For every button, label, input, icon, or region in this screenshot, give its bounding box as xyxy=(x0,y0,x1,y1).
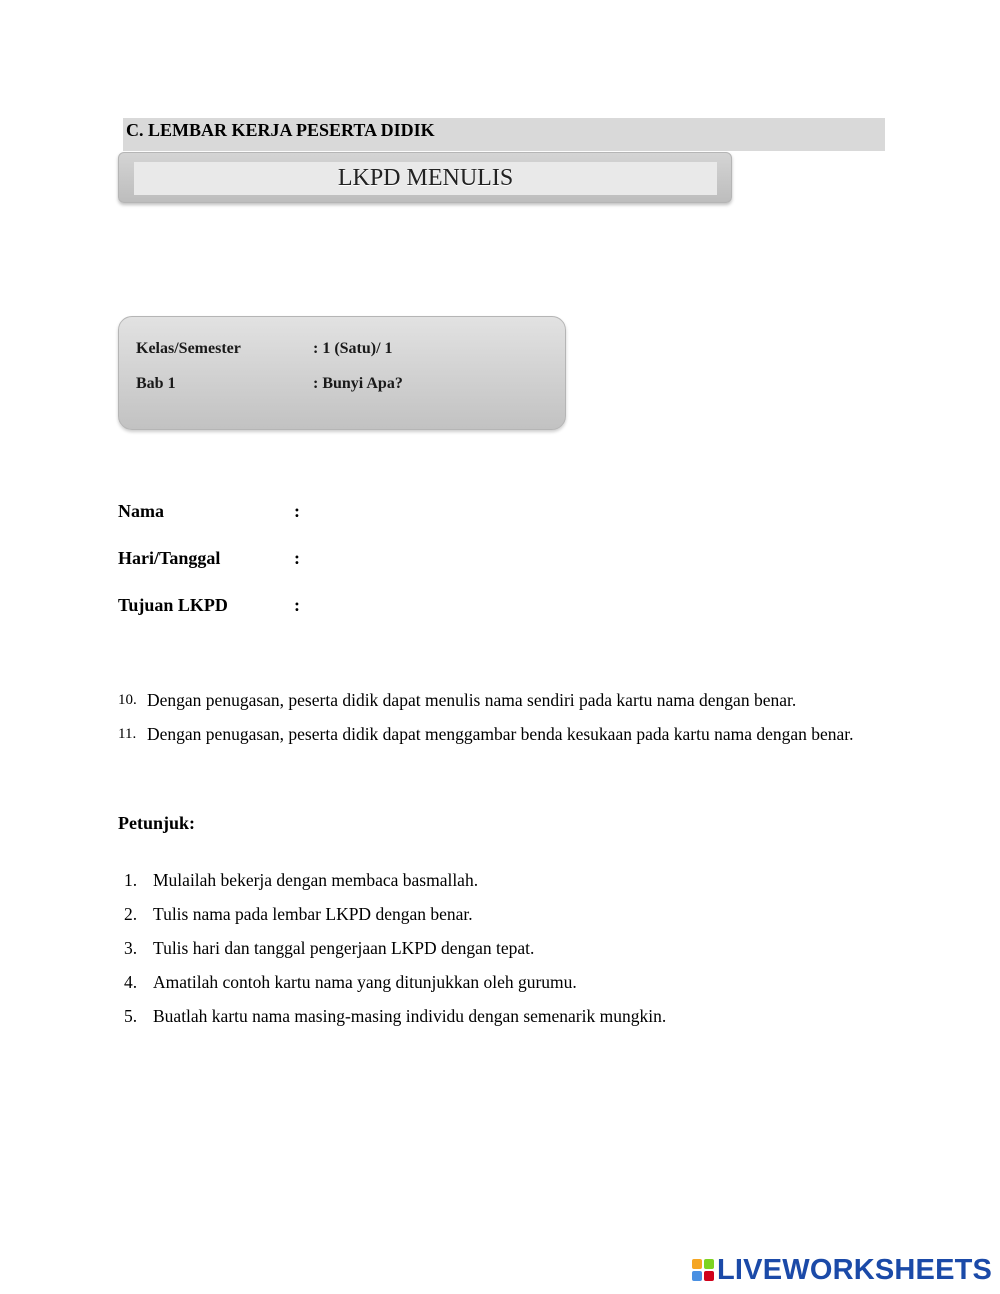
logo-square xyxy=(692,1259,702,1269)
logo-square xyxy=(692,1271,702,1281)
brand-name: LIVEWORKSHEETS xyxy=(717,1253,993,1286)
list-number: 3. xyxy=(124,938,138,958)
list-text: Dengan penugasan, peserta didik dapat menggambar benda kesukaan pada kartu nama dengan benar. xyxy=(147,724,854,744)
field-colon: : xyxy=(294,501,300,521)
liveworksheets-brand[interactable] xyxy=(692,1253,992,1287)
objectives-list xyxy=(118,683,881,751)
list-item xyxy=(118,683,881,717)
field-label: Hari/Tanggal xyxy=(118,548,221,568)
info-label: Bab 1 xyxy=(136,375,176,392)
list-number: 10. xyxy=(118,692,137,708)
list-number: 11. xyxy=(118,726,137,742)
info-value: : 1 (Satu)/ 1 xyxy=(313,340,393,357)
section-heading: C. LEMBAR KERJA PESERTA DIDIK xyxy=(123,118,885,151)
title-banner xyxy=(118,152,732,203)
field-label: Tujuan LKPD xyxy=(118,595,228,615)
instructions-heading: Petunjuk: xyxy=(118,813,196,833)
field-colon: : xyxy=(294,595,300,615)
class-info-box xyxy=(118,316,566,430)
worksheet-title: LKPD MENULIS xyxy=(134,162,717,195)
info-label: Kelas/Semester xyxy=(136,340,241,357)
list-item xyxy=(118,717,881,751)
logo-square xyxy=(704,1259,714,1269)
list-text: Amatilah contoh kartu nama yang ditunjukkan oleh gurumu. xyxy=(153,972,577,992)
list-text: Tulis hari dan tanggal pengerjaan LKPD dengan tepat. xyxy=(153,938,535,958)
liveworksheets-logo-icon xyxy=(692,1259,714,1281)
list-number: 4. xyxy=(124,972,138,992)
list-text: Tulis nama pada lembar LKPD dengan benar. xyxy=(153,904,473,924)
list-text: Buatlah kartu nama masing-masing individu dengan semenarik mungkin. xyxy=(153,1006,667,1026)
logo-square xyxy=(704,1271,714,1281)
field-label: Nama xyxy=(118,501,164,521)
field-colon: : xyxy=(294,548,300,568)
info-value: : Bunyi Apa? xyxy=(313,375,403,392)
list-text: Dengan penugasan, peserta didik dapat menulis nama sendiri pada kartu nama dengan benar. xyxy=(147,690,797,710)
list-number: 1. xyxy=(124,870,138,890)
list-number: 5. xyxy=(124,1006,138,1026)
list-text: Mulailah bekerja dengan membaca basmallah. xyxy=(153,870,479,890)
list-number: 2. xyxy=(124,904,138,924)
